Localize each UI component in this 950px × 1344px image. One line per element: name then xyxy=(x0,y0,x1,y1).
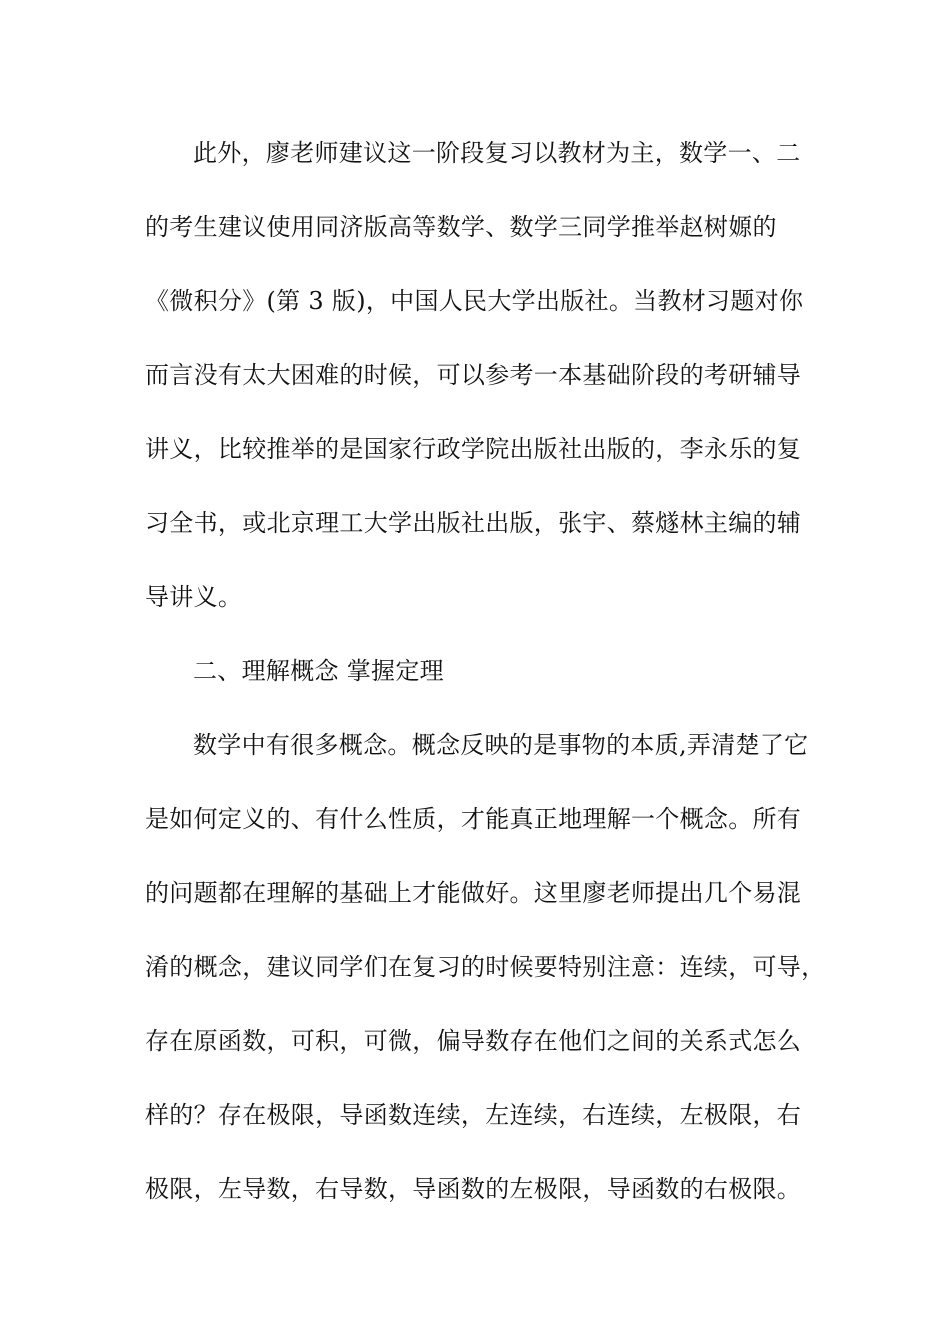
paragraph-line: 的考生建议使用同济版高等数学、数学三同学推举赵树嫄的 xyxy=(145,213,777,241)
paragraph-line: 淆的概念，建议同学们在复习的时候要特别注意：连续，可导， xyxy=(145,953,826,981)
paragraph-line: 《微积分》(第 3 版)，中国人民大学出版社。当教材习题对你 xyxy=(145,287,804,315)
paragraph-line: 导讲义。 xyxy=(145,583,243,611)
paragraph-line: 样的？存在极限，导函数连续，左连续，右连续，左极限，右 xyxy=(145,1101,802,1129)
paragraph-line: 此外，廖老师建议这一阶段复习以教材为主，数学一、二 xyxy=(193,139,801,167)
paragraph-line: 数学中有很多概念。概念反映的是事物的本质,弄清楚了它 xyxy=(193,731,809,759)
paragraph-line: 讲义，比较推举的是国家行政学院出版社出版的，李永乐的复 xyxy=(145,435,802,463)
paragraph-line: 的问题都在理解的基础上才能做好。这里廖老师提出几个易混 xyxy=(145,879,802,907)
paragraph-line: 习全书，或北京理工大学出版社出版，张宇、蔡燧林主编的辅 xyxy=(145,509,802,537)
section-heading: 二、理解概念 掌握定理 xyxy=(193,657,444,685)
paragraph-line: 而言没有太大困难的时候，可以参考一本基础阶段的考研辅导 xyxy=(145,361,802,389)
paragraph-line: 存在原函数，可积，可微，偏导数存在他们之间的关系式怎么 xyxy=(145,1027,802,1055)
paragraph-line: 是如何定义的、有什么性质，才能真正地理解一个概念。所有 xyxy=(145,805,802,833)
paragraph-line: 极限，左导数，右导数，导函数的左极限，导函数的右极限。 xyxy=(145,1175,802,1203)
